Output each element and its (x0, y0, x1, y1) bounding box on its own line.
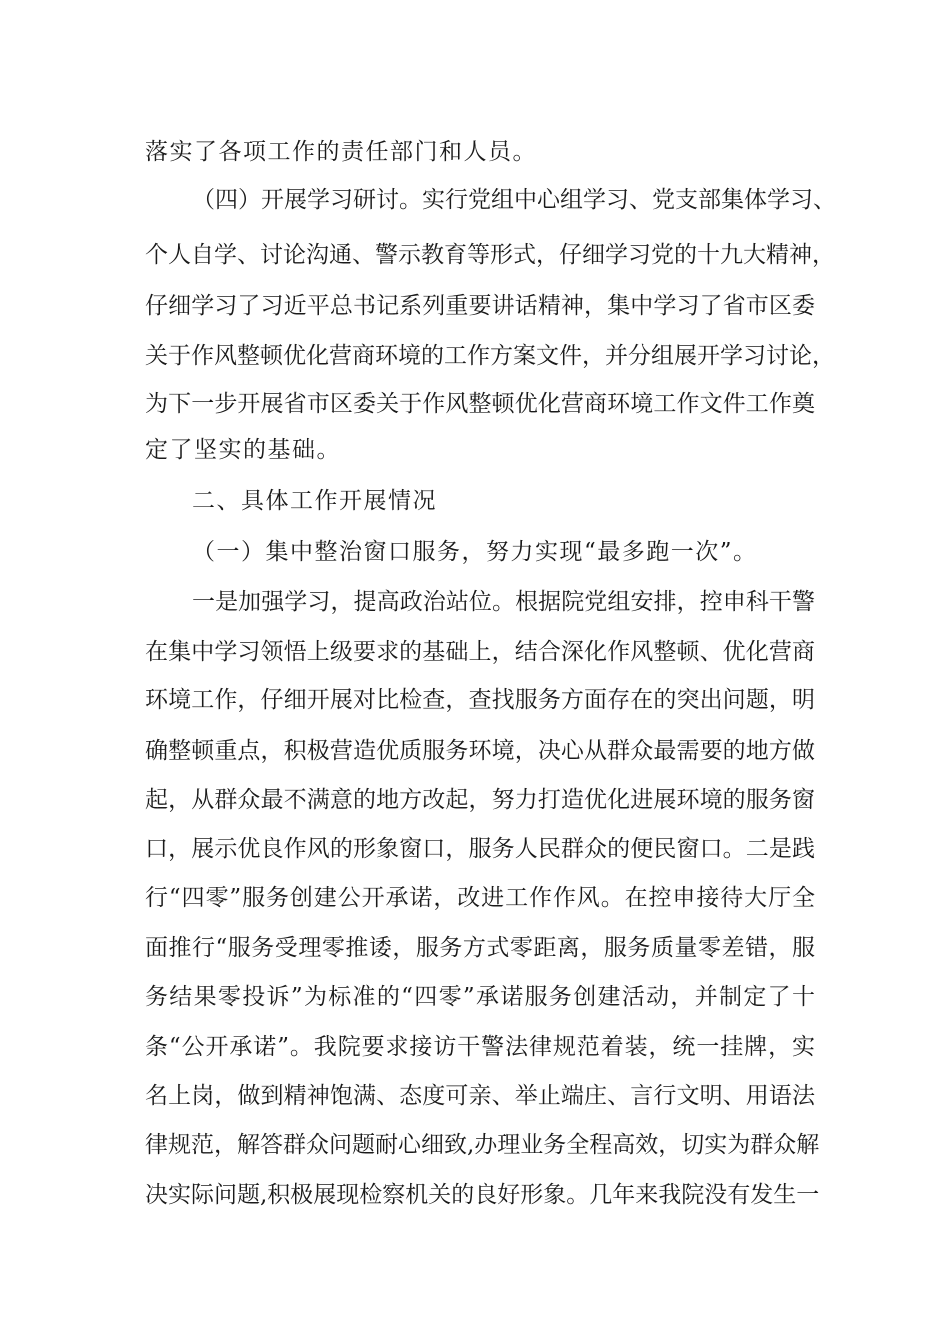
text-line-10: 一是加强学习，提高政治站位。根据院党组安排，控申科干警 (192, 589, 815, 615)
section-heading: 二、具体工作开展情况 (192, 488, 437, 514)
text-line-3: 个人自学、讨论沟通、警示教育等形式，仔细学习党的十九大精神， (145, 242, 835, 268)
text-line-6: 为下一步开展省市区委关于作风整顿优化营商环境工作文件工作奠 (145, 391, 815, 417)
text-line-20: 名上岗，做到精神饱满、态度可亲、举止端庄、言行文明、用语法 (145, 1083, 815, 1109)
text-line-5: 关于作风整顿优化营商环境的工作方案文件，并分组展开学习讨论， (145, 343, 835, 369)
text-line-15: 口，展示优良作风的形象窗口，服务人民群众的便民窗口。二是践 (145, 836, 815, 862)
text-line-4: 仔细学习了习近平总书记系列重要讲话精神，集中学习了省市区委 (145, 293, 815, 319)
text-line-19: 条“公开承诺”。我院要求接访干警法律规范着装，统一挂牌，实 (145, 1034, 815, 1060)
text-line-14: 起，从群众最不满意的地方改起，努力打造优化进展环境的服务窗 (145, 787, 815, 813)
text-line-18: 务结果零投诉”为标准的“四零”承诺服务创建活动，并制定了十 (145, 984, 815, 1010)
text-line-2: （四）开展学习研讨。实行党组中心组学习、党支部集体学习、 (192, 187, 836, 213)
text-line-17: 面推行“服务受理零推诿，服务方式零距离，服务质量零差错，服 (145, 935, 815, 961)
text-line-22: 决实际问题,积极展现检察机关的良好形象。几年来我院没有发生一 (145, 1182, 820, 1208)
subsection-heading: （一）集中整治窗口服务，努力实现“最多跑一次”。 (192, 539, 758, 565)
text-line-11: 在集中学习领悟上级要求的基础上，结合深化作风整顿、优化营商 (145, 639, 815, 665)
text-line-13: 确整顿重点，积极营造优质服务环境，决心从群众最需要的地方做 (145, 738, 815, 764)
text-line-1: 落实了各项工作的责任部门和人员。 (145, 139, 537, 165)
text-line-12: 环境工作，仔细开展对比检查，查找服务方面存在的突出问题，明 (145, 687, 815, 713)
text-line-21: 律规范，解答群众问题耐心细致,办理业务全程高效，切实为群众解 (145, 1132, 820, 1158)
text-line-7: 定了坚实的基础。 (145, 437, 341, 463)
text-line-16: 行“四零”服务创建公开承诺，改进工作作风。在控申接待大厅全 (145, 885, 815, 911)
